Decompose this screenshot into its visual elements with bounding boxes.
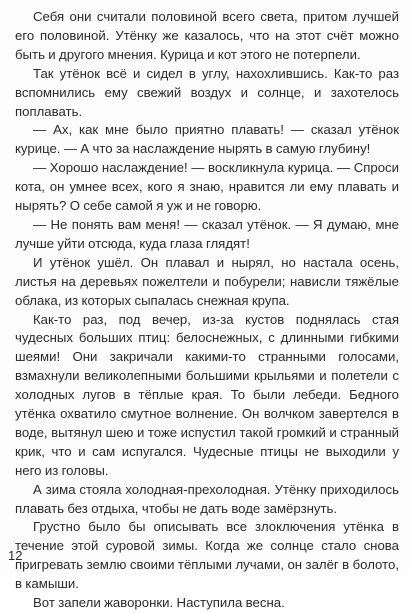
paragraph: Так утёнок всё и сидел в углу, нахохлившись. Как-то раз вспомнились ему свежий воздух и солнце, и захотелось поплавать. (15, 65, 399, 119)
body-text (15, 8, 399, 613)
paragraph: А зима стояла холодная-прехолодная. Утёнку приходилось плавать без отдыха, чтобы не дать воде замёрзнуть. (15, 481, 399, 516)
paragraph: Как-то раз, под вечер, из-за кустов поднялась стая чудесных больших птиц: белоснежных, с длинными гибкими шеями! Они закричали какими-то странными голосами, взмахнули великолепными большими крыльями и полетели с холодных лугов в тёплые края. То были лебеди. Бедного утёнка охватило смутное волнение. Он волчком завертелся в воде, вытянул шею и тоже испустил такой громкий и странный крик, что и сам испугался. Чудесные птицы не выходили у него из головы. (15, 311, 399, 478)
paragraph: И утёнок ушёл. Он плавал и нырял, но настала осень, листья на деревьях пожелтели и побурели; нависли тяжёлые облака, из которых сыпалась снежная крупа. (15, 254, 399, 308)
page-number: 12 (8, 548, 23, 563)
paragraph: Себя они считали половиной всего света, притом лучшей его половиной. Утёнку же казалось, что на этот счёт можно быть и другого мнения. Курица и кот этого не потерпели. (15, 9, 399, 62)
paragraph: — Ах, как мне было приятно плавать! — сказал утёнок курице. — А что за наслаждение нырять в самую глубину! (15, 122, 399, 157)
paragraph: Грустно было бы описывать все злоключения утёнка в течение этой суровой зимы. Когда же солнце стало снова пригревать землю своими тёплыми лучами, он залёг в болото, в камыши. (15, 519, 399, 592)
paragraph: — Не понять вам меня! — сказал утёнок. — Я думаю, мне лучше уйти отсюда, куда глаза глядят! (15, 216, 399, 251)
paragraph: Вот запели жаворонки. Наступила весна. (33, 595, 285, 611)
paragraph: — Хорошо наслаждение! — воскликнула курица. — Спроси кота, он умнее всех, кого я знаю, нравится ли ему плавать и нырять? О себе самой я уж и не говорю. (15, 160, 399, 214)
